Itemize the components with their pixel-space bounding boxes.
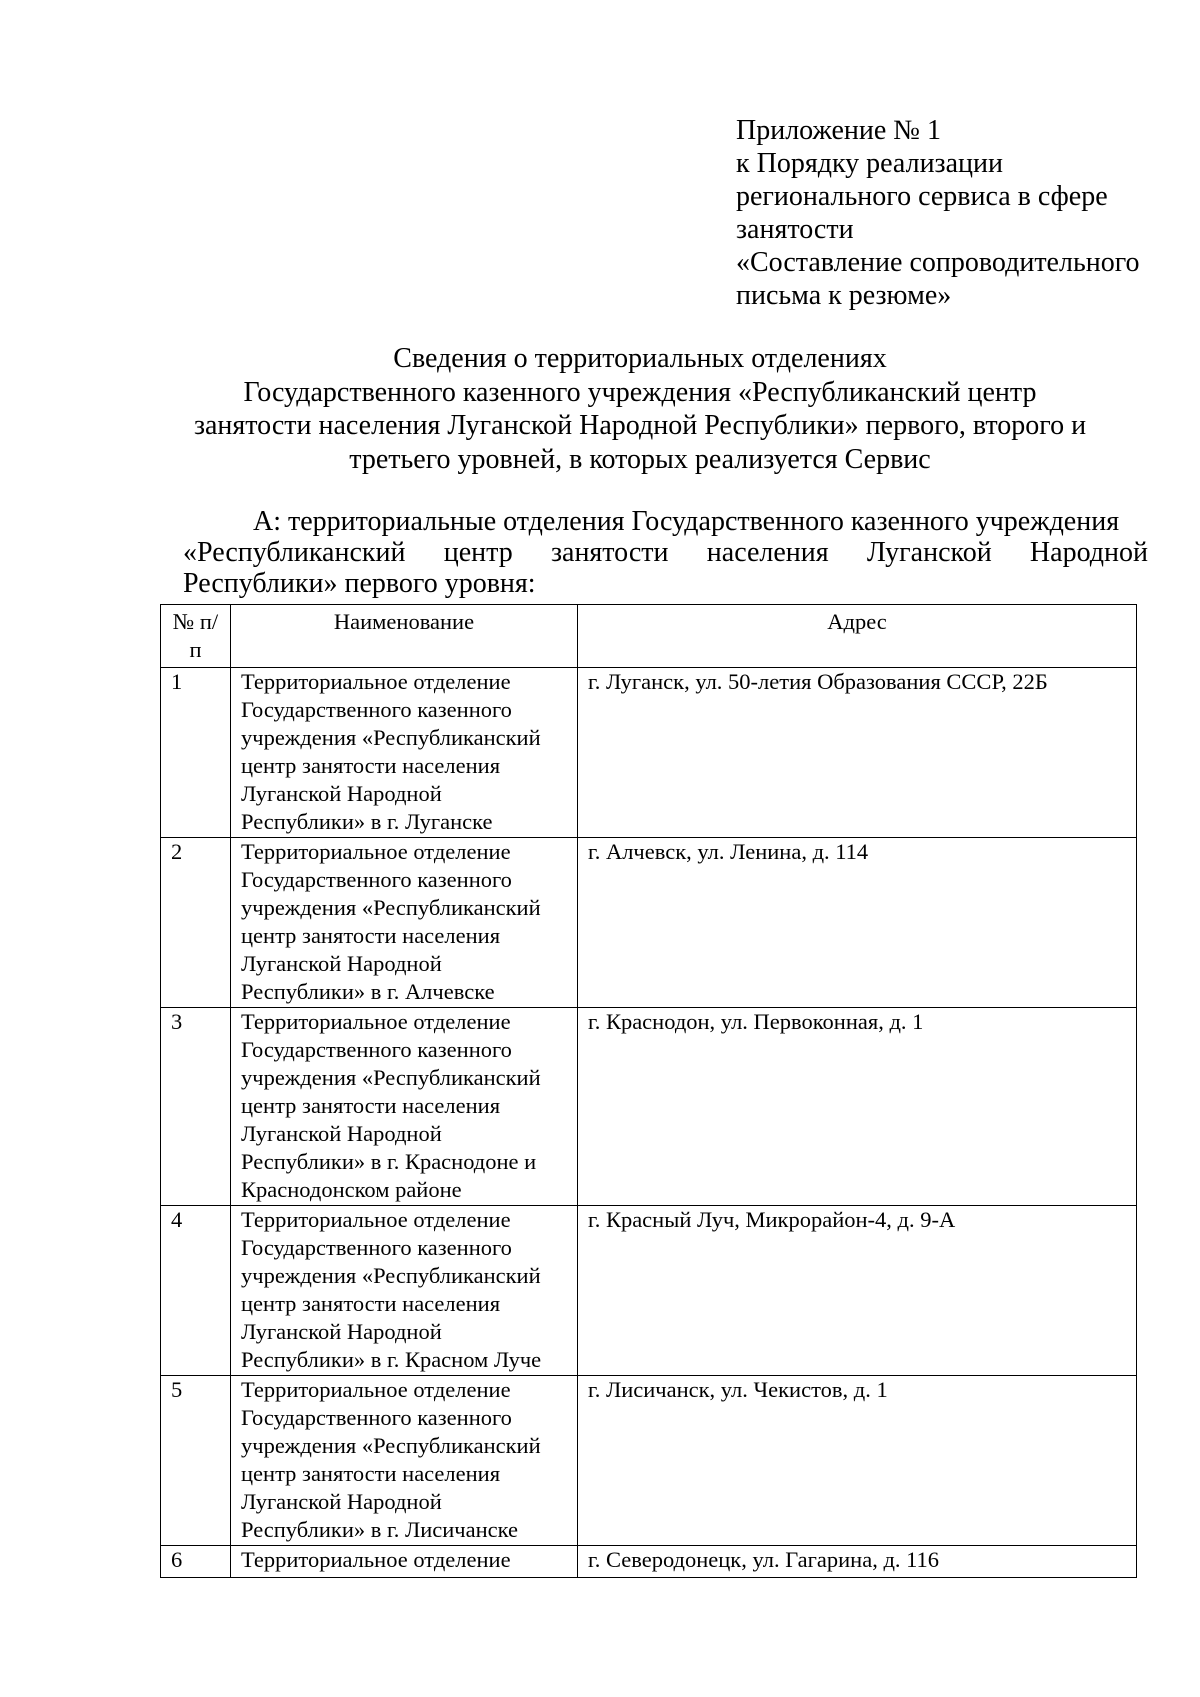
section-a-line: «Республиканский центр занятости населения Луганской Народной — [183, 537, 1148, 568]
title-line: Государственного казенного учреждения «Республиканский центр — [243, 376, 1037, 408]
office-address: г. Лисичанск, ул. Чекистов, д. 1 — [578, 1376, 1137, 1546]
office-name: Территориальное отделение Государственного казенного учреждения «Республиканский центр занятости населения Луганской Народной Республики» в г. Красном Луче — [231, 1206, 578, 1376]
table-row — [161, 1376, 1137, 1546]
office-address: г. Северодонецк, ул. Гагарина, д. 116 — [578, 1546, 1137, 1578]
annex-reference — [736, 114, 1176, 312]
offices-table — [160, 604, 1137, 1578]
header-address: Адрес — [578, 605, 1137, 668]
table-row — [161, 1008, 1137, 1206]
section-a-line: Республики» первого уровня: — [183, 568, 536, 599]
section-a-line: А: территориальные отделения Государственного казенного учреждения — [253, 506, 1120, 537]
annex-line: Приложение № 1 — [736, 115, 941, 146]
annex-line: занятости — [736, 214, 854, 245]
table-row — [161, 668, 1137, 838]
table-header-row — [161, 605, 1137, 668]
title-line: Сведения о территориальных отделениях — [393, 343, 887, 374]
office-name: Территориальное отделение Государственного казенного учреждения «Республиканский центр занятости населения Луганской Народной Республики» в г. Краснодоне и Краснодонском районе — [231, 1008, 578, 1206]
row-number: 5 — [161, 1376, 231, 1546]
table-row — [161, 1546, 1137, 1578]
annex-line: «Составление сопроводительного — [736, 247, 1140, 278]
table-row — [161, 1206, 1137, 1376]
office-name: Территориальное отделение — [231, 1546, 578, 1578]
header-number: № п/п — [161, 605, 231, 668]
title-line: занятости населения Луганской Народной Республики» первого, второго и — [193, 410, 1087, 441]
section-a-intro — [183, 506, 1148, 599]
document-title — [160, 342, 1120, 476]
row-number: 3 — [161, 1008, 231, 1206]
annex-line: регионального сервиса в сфере — [736, 181, 1108, 212]
office-address: г. Краснодон, ул. Первоконная, д. 1 — [578, 1008, 1137, 1206]
title-line: третьего уровней, в которых реализуется Сервис — [349, 443, 931, 475]
office-name: Территориальное отделение Государственного казенного учреждения «Республиканский центр занятости населения Луганской Народной Республики» в г. Алчевске — [231, 838, 578, 1008]
header-name: Наименование — [231, 605, 578, 668]
office-name: Территориальное отделение Государственного казенного учреждения «Республиканский центр занятости населения Луганской Народной Республики» в г. Лисичанске — [231, 1376, 578, 1546]
row-number: 4 — [161, 1206, 231, 1376]
table-row — [161, 838, 1137, 1008]
annex-line: к Порядку реализации — [736, 148, 1003, 179]
row-number: 2 — [161, 838, 231, 1008]
annex-line: письма к резюме» — [736, 280, 952, 311]
office-address: г. Алчевск, ул. Ленина, д. 114 — [578, 838, 1137, 1008]
office-name: Территориальное отделение Государственного казенного учреждения «Республиканский центр занятости населения Луганской Народной Республики» в г. Луганске — [231, 668, 578, 838]
office-address: г. Красный Луч, Микрорайон-4, д. 9-А — [578, 1206, 1137, 1376]
office-address: г. Луганск, ул. 50-летия Образования СССР, 22Б — [578, 668, 1137, 838]
row-number: 1 — [161, 668, 231, 838]
row-number: 6 — [161, 1546, 231, 1578]
